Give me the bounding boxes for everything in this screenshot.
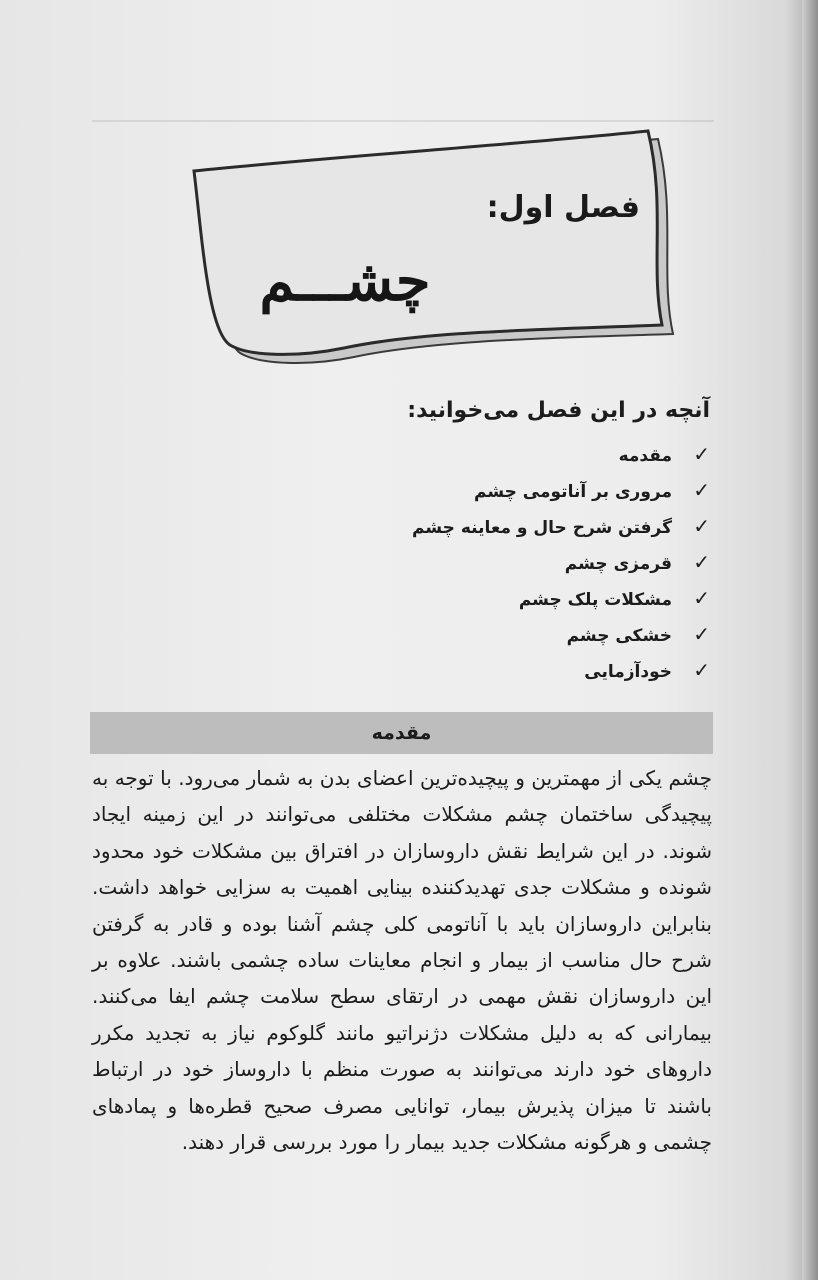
list-item-label: قرمزی چشم xyxy=(564,554,672,574)
check-icon: ✓ xyxy=(693,478,710,502)
check-icon: ✓ xyxy=(693,514,710,538)
list-item xyxy=(380,508,710,544)
check-icon: ✓ xyxy=(693,442,710,466)
list-item xyxy=(380,472,710,508)
list-item xyxy=(380,436,710,472)
list-item-label: مقدمه xyxy=(618,446,672,466)
check-icon: ✓ xyxy=(693,586,710,610)
chapter-title: چشـــم xyxy=(259,248,431,314)
list-item xyxy=(380,652,710,688)
chapter-label: فصل اول: xyxy=(486,190,640,225)
list-item xyxy=(380,580,710,616)
list-item xyxy=(380,616,710,652)
toc-heading: آنچه در این فصل می‌خوانید: xyxy=(407,398,710,423)
list-item-label: مروری بر آناتومی چشم xyxy=(474,482,672,502)
section-title: مقدمه xyxy=(371,722,432,744)
check-icon: ✓ xyxy=(693,658,710,682)
list-item-label: گرفتن شرح حال و معاینه چشم xyxy=(412,518,672,538)
list-item-label: خودآزمایی xyxy=(584,662,672,682)
check-icon: ✓ xyxy=(693,550,710,574)
check-icon: ✓ xyxy=(693,622,710,646)
list-item-label: مشکلات پلک چشم xyxy=(518,590,672,610)
show-through-rule xyxy=(92,120,714,122)
page-edge-shadow xyxy=(802,0,818,1280)
section-body-paragraph: چشم یکی از مهمترین و پیچیده‌ترین اعضای بدن به شمار می‌رود. با توجه به پیچیدگی ساختمان چشم مشکلات مختلفی می‌توانند در این زمینه ایجاد شوند. در این شرایط نقش داروسازان در افتراق بین مشکلات خود محدود شونده و مشکلات جدی تهدیدکننده بینایی اهمیت به سزایی خواهد داشت. بنابراین داروسازان باید با آناتومی کلی چشم آشنا بوده و قادر به گرفتن شرح حال مناسب از بیمار و انجام معاینات ساده چشمی باشند. علاوه بر این داروسازان نقش مهمی در ارتقای سطح سلامت چشم ایفا می‌کنند. بیمارانی که به دلیل مشکلات دژنراتیو مانند گلوکوم نیاز به تجدید مکرر داروهای خود دارند می‌توانند به صورت منظم با داروساز خود در ارتباط باشند تا میزان پذیرش بیمار، توانایی مصرف صحیح قطره‌ها و پمادهای چشمی و هرگونه مشکلات جدید بیمار را مورد بررسی قرار دهند. xyxy=(92,766,712,1155)
toc-list xyxy=(380,436,710,688)
list-item xyxy=(380,544,710,580)
list-item-label: خشکی چشم xyxy=(566,626,672,646)
banner-front xyxy=(194,131,662,354)
